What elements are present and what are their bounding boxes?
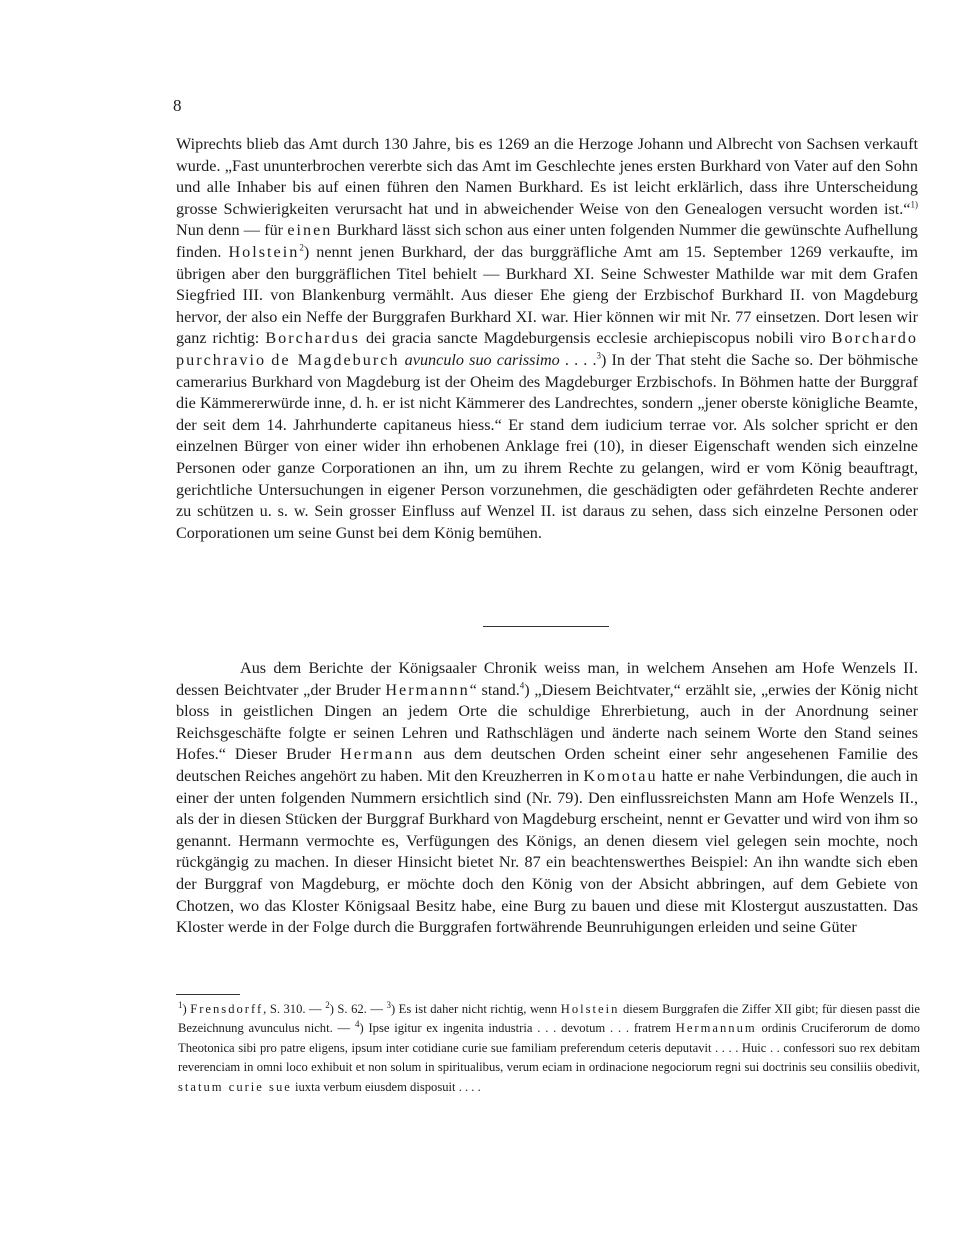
spaced-emphasis: einen [287,221,333,240]
text-run: ) „Diesem Beichtvater,“ erzählt sie, „erwies der König nicht bloss in geistlichen Dingen an jedem Orte die schuldige Ehrerbietung, auch in der Anordnung seiner Reichsgeschäfte folgte er seinen Lehren und Rathschlägen und änderte nach seinem Worte den Stand seines Hofes.“ Dieser Bruder [176,680,918,764]
footnote-number: 1 [178,999,183,1010]
footnote-marker: 2 [299,242,304,253]
text-run: hatte er nahe Verbindungen, die auch in einer der unten folgenden Nummern ersichtlich sind (Nr. 79). Den einflussreichsten Mann am Hofe Wenzels II., als der in diesen Stücken der Burggraf Burkhard von Magdeburg erscheint, nennt er Gevatter und wird von ihm so genannt. Hermann vermochte es, Verfügungen des Königs, an denen diesem viel gelegen sein mochte, noch rückgängig zu machen. In dieser Hinsicht bietet Nr. 87 ein beachtenswerthes Beispiel: An ihn wandte sich eben der Burggraf von Magdeburg, er möchte doch den König von der Absicht abbringen, auf dem Gebiete von Chotzen, wo das Kloster Königsaal Besitz habe, eine Burg zu bauen und diese mit Klostergut auszustatten. Das Kloster werde in der Folge durch die Burggrafen fortwährende Beunruhigungen erleiden und seine Güter [176,766,919,937]
spaced-emphasis: Hermannn [385,680,470,699]
text-run: Wiprechts blieb das Amt durch 130 Jahre, bis es 1269 an die Herzoge Johann und Albrecht von Sachsen verkauft wurde. „Fast ununterbrochen vererbte sich das Amt im Geschlechte jenes ersten Burkhard von Vater auf den Sohn und alle Inhaber bis auf einen führen den Namen Burkhard. Es ist leicht erklärlich, dass ihre Unterscheidung grosse Schwierigkeiten verursacht hat und in abweichender Weise von den Genealogen versucht worden ist.“ [176,135,918,218]
text-run: dei gracia sancte Magdeburgensis ecclesie archiepiscopus nobili viro [359,329,826,348]
section-separator [483,626,609,627]
footnote-block: $^1$) Frensdorff, S. 310. — $^2$) S. 62. — $^3$) Es ist daher nicht richtig, wenn Holstein diesem Burggrafen die Ziffer XII gibt; für diesen passt die Bezeichnung avunculus nicht. — $^4$) Ipse igitur ex ingenita industria . . . devotum . . . fratrem Hermannum ordinis Cruciferorum de domo Theotonica sibi pro patre eligens, ipsum inter cotidiane curie sue familiam preferendum ceteris deputavit . . . . Huic . . confessori suo rex debitam reverenciam in omni loco exhibuit et non solum in spiritualibus, verum eciam in ordinacione negociorum regni sui doctrinis seu consiliis obedivit, statum curie sue iuxta verbum eiusdem disposuit . . . . [178,999,920,1094]
footnote-text: , S. 310. — [263,1002,322,1016]
spaced-emphasis: purchravio [176,350,267,369]
spaced-emphasis: de Magdeburch [271,350,400,369]
text-run: Burkhard lässt sich schon aus einer unten folgenden Nummer die gewünschte Aufhellung finden. [176,221,919,261]
footnote-text: ) S. 62. — [329,1002,383,1016]
footnote-text: iuxta verbum eiusdem disposuit . . . . [291,1079,481,1094]
text-run: Aus dem Berichte der Königsaaler Chronik weiss man, in welchem Ansehen am Hofe Wenzels II. dessen Beichtvater „der Bruder [176,659,918,699]
text-run: . . . . [559,350,597,369]
footnote-text: ) Ipse igitur ex ingenita industria . . . devotum . . . fratrem [359,1021,671,1036]
text-run: ) nennt jenen Burkhard, der das burggräfliche Amt am 15. September 1269 verkaufte, im übrigen aber den burggräflichen Titel behielt — Burkhard XI. Seine Schwester Mathilde war mit dem Grafen Siegfried III. von Blankenburg vermählt. Aus dieser Ehe gieng der Erzbischof Burkhard II. von Magdeburg hervor, der also ein Neffe der Burggrafen Burkhard XI. war. Hier können wir mit Nr. 77 einsetzen. Dort lesen wir ganz richtig: [176,242,919,348]
footnote-marker: 4 [519,680,525,691]
spaced-emphasis: Hermann [340,745,415,764]
footnote-number: 4 [354,1019,360,1030]
author-name-frensdorff: Frensdorff [190,1002,264,1016]
spaced-emphasis: statum curie sue [178,1079,292,1094]
footnote-rule [176,994,240,995]
page-number: 8 [173,96,182,115]
footnote-text: diesem Burggrafen die Ziffer XII gibt; für diesen passt die Bezeichnung avunculus nicht. — [178,1002,920,1036]
footnotes [178,1000,920,1097]
spaced-emphasis: Hermannum [675,1021,757,1036]
text-run: Nun denn — für [176,221,284,240]
footnote-marker: 1) [910,199,918,210]
body-text-section-2 [176,658,918,939]
spaced-emphasis: Komotau [583,766,658,785]
footnote-number: 2 [325,999,330,1010]
italic-quote: avunculo suo carissimo [404,350,560,369]
text-run: ) In der That steht die Sache so. Der böhmische camerarius Burkhard von Magdeburg ist der Oheim des Magdeburger Erzbischofs. In Böhmen hatte der Burggraf die Kämmererwürde inne, d. h. er ist nicht Kämmerer des Landrechtes, sondern „jener oberste königliche Beamte, der seit dem 14. Jahrhunderte capitaneus hiess.“ Er stand dem iudicium terrae vor. Als solcher spricht er den einzelnen Bürger von einer wider ihn erhobenen Anklage frei (10), in dieser Eigenschaft wenden sich einzelne Personen oder ganze Corporationen an ihn, um zu ihrem Rechte zu gelangen, wird er vom König beauftragt, gerichtliche Untersuchungen in eigener Person vorzunehmen, die geschädigten oder gefährdeten Rechte anderer zu schützen u. s. w. Sein grosser Einfluss auf Wenzel II. ist daraus zu sehen, dass sich einzelne Personen oder Corporationen um seine Gunst bei dem König bemühen. [176,350,919,542]
author-name-holstein: Holstein [228,242,300,261]
spaced-emphasis: Borchardus [265,329,360,348]
footnote-number: 3 [386,999,391,1010]
footnote-marker: 3 [596,350,601,361]
footnote-text: ordinis Cruciferorum de domo Theotonica sibi pro patre eligens, ipsum inter cotidiane curie sue familiam preferendum ceteris deputavit . . . . Huic . . confessori suo rex debitam reverenciam in omni loco exhibuit et non solum in spiritualibus, verum eciam in ordinacione negociorum regni sui doctrinis seu consiliis obedivit, [178,1021,920,1075]
paragraph-2 [176,658,918,939]
text-run: “ stand. [469,680,520,699]
body-text-section-1 [176,134,918,544]
footnote-text: ) Es ist daher nicht richtig, wenn [390,1002,558,1016]
spaced-emphasis: Borchardo [831,329,918,348]
text-run: aus dem deutschen Orden scheint einer sehr angesehenen Familie des deutschen Reiches angehört zu haben. Mit den Kreuzherren in [176,745,919,785]
author-name-holstein: Holstein [560,1002,620,1016]
paragraph-1 [176,134,918,544]
